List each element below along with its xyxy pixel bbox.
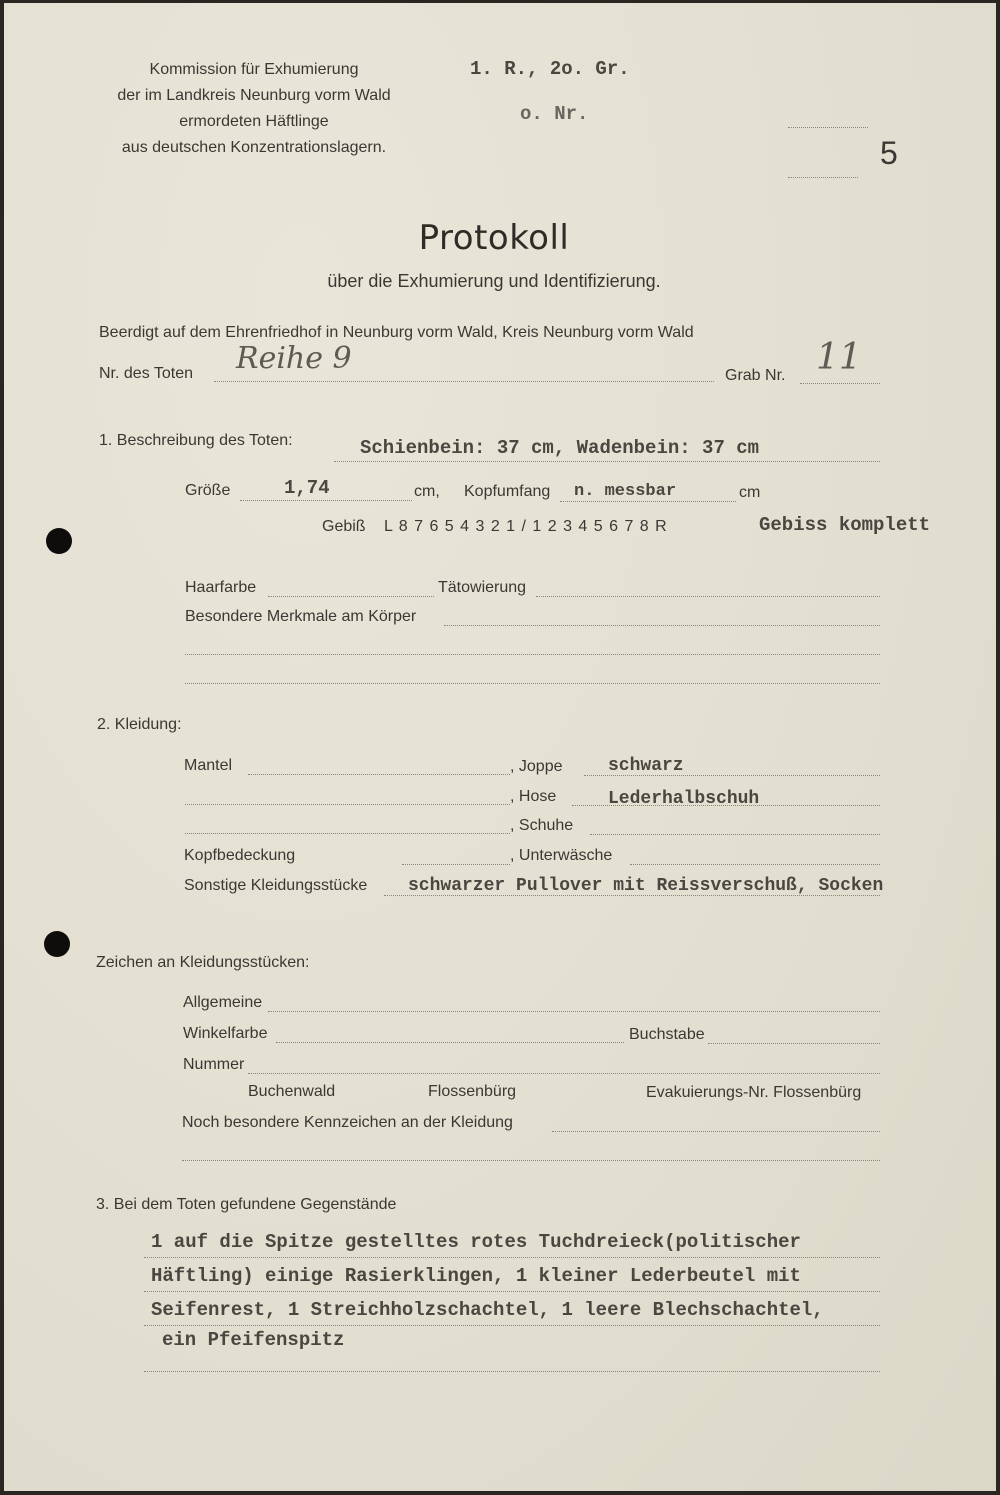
found-items-line-2: Häftling) einige Rasierklingen, 1 kleiner Lederbeutel mit xyxy=(151,1265,801,1287)
trousers-line xyxy=(572,805,880,806)
document-page xyxy=(4,3,996,1491)
description-line xyxy=(334,461,880,462)
number-line xyxy=(248,1073,880,1074)
marks-heading: Zeichen an Kleidungsstücken: xyxy=(96,954,310,971)
hair-line xyxy=(268,596,434,597)
underwear-label: , Unterwäsche xyxy=(510,847,613,864)
letter-line xyxy=(708,1043,880,1044)
found-items-line-4: ein Pfeifenspitz xyxy=(162,1329,345,1351)
height-line xyxy=(240,500,412,501)
tattoo-label: Tätowierung xyxy=(438,579,527,596)
coat-line xyxy=(248,774,510,775)
shoes-line xyxy=(590,834,880,835)
grave-line xyxy=(800,383,880,384)
letter-label: Buchstabe xyxy=(629,1026,705,1043)
punch-hole-top xyxy=(46,528,72,554)
trousers-label: , Hose xyxy=(510,788,557,805)
burial-location: Beerdigt auf dem Ehrenfriedhof in Neunburg vorm Wald, Kreis Neunburg vorm Wald xyxy=(99,324,694,341)
head-line xyxy=(560,501,736,502)
general-label: Allgemeine xyxy=(183,994,263,1011)
found-items-line-3: Seifenrest, 1 Streichholzschachtel, 1 leere Blechschachtel, xyxy=(151,1299,824,1321)
head-value: n. messbar xyxy=(574,482,677,501)
dead-number-value: Reihe 9 xyxy=(236,341,352,376)
head-label: Kopfumfang xyxy=(464,483,551,500)
section2-heading: 2. Kleidung: xyxy=(97,716,182,733)
trousers-value: Lederhalbschuh xyxy=(608,789,760,809)
marks-line-2 xyxy=(185,654,880,655)
special-marks-label: Noch besondere Kennzeichen an der Kleidung xyxy=(182,1114,513,1131)
page-number: 5 xyxy=(880,135,898,171)
jacket-value: schwarz xyxy=(608,756,684,776)
teeth-value: Gebiss komplett xyxy=(759,514,931,536)
other-clothing-value: schwarzer Pullover mit Reissverschuß, Socken xyxy=(408,876,884,896)
winkel-line xyxy=(276,1042,624,1043)
teeth-label: Gebiß xyxy=(322,518,366,535)
tattoo-line xyxy=(536,596,880,597)
number-label: Nummer xyxy=(183,1056,245,1073)
headwear-line xyxy=(402,864,510,865)
ref-dots-1 xyxy=(788,127,868,128)
evacuation-number-label: Evakuierungs-Nr. Flossenbürg xyxy=(646,1084,862,1101)
hair-label: Haarfarbe xyxy=(185,579,257,596)
winkel-label: Winkelfarbe xyxy=(183,1025,268,1042)
marks-label: Besondere Merkmale am Körper xyxy=(185,608,417,625)
found-items-line-1: 1 auf die Spitze gestelltes rotes Tuchdreieck(politischer xyxy=(151,1231,801,1253)
dead-number-label: Nr. des Toten xyxy=(99,365,193,382)
height-value: 1,74 xyxy=(284,477,330,499)
height-label: Größe xyxy=(185,482,231,499)
teeth-scale: L 8 7 6 5 4 3 2 1 / 1 2 3 4 5 6 7 8 R xyxy=(384,518,668,535)
commission-line-1: Kommission für Exhumierung xyxy=(149,61,359,78)
reference-line-1: 1. R., 2o. Gr. xyxy=(470,58,630,80)
reference-line-2: o. Nr. xyxy=(520,103,589,125)
description-typed: Schienbein: 37 cm, Wadenbein: 37 cm xyxy=(360,437,760,459)
shoes-label: , Schuhe xyxy=(510,817,574,834)
marks-line-3 xyxy=(185,683,880,684)
special-marks-line-2 xyxy=(182,1160,880,1161)
other-clothing-label: Sonstige Kleidungsstücke xyxy=(184,877,368,894)
other-clothing-line xyxy=(384,895,880,896)
flossenburg-label: Flossenbürg xyxy=(428,1083,517,1100)
commission-line-2: der im Landkreis Neunburg vorm Wald xyxy=(117,87,391,104)
dead-number-line xyxy=(214,381,714,382)
ref-dots-2 xyxy=(788,177,858,178)
jacket-label: , Joppe xyxy=(510,758,563,775)
shoes-line-left xyxy=(185,833,510,834)
punch-hole-bottom xyxy=(44,931,70,957)
underwear-line xyxy=(630,864,880,865)
document-subtitle: über die Exhumierung und Identifizierung. xyxy=(327,271,661,291)
commission-line-3: ermordeten Häftlinge xyxy=(179,113,329,130)
buchenwald-label: Buchenwald xyxy=(248,1083,336,1100)
cm-label-2: cm xyxy=(739,484,761,501)
headwear-label: Kopfbedeckung xyxy=(184,847,296,864)
found-items-line-dots-3 xyxy=(144,1325,880,1326)
section1-heading: 1. Beschreibung des Toten: xyxy=(99,432,293,449)
found-items-line-dots-4 xyxy=(144,1371,880,1372)
grave-value: 11 xyxy=(816,337,862,378)
marks-line-1 xyxy=(444,625,880,626)
commission-line-4: aus deutschen Konzentrationslagern. xyxy=(121,139,387,156)
coat-label: Mantel xyxy=(184,757,233,774)
trousers-line-left xyxy=(185,804,510,805)
found-items-line-dots-2 xyxy=(144,1291,880,1292)
general-line xyxy=(268,1011,880,1012)
document-title: Protokoll xyxy=(418,218,570,258)
special-marks-line-1 xyxy=(552,1131,880,1132)
section3-heading: 3. Bei dem Toten gefundene Gegenstände xyxy=(96,1196,397,1213)
jacket-line xyxy=(584,775,880,776)
cm-label-1: cm, xyxy=(414,483,440,500)
found-items-line-dots-1 xyxy=(144,1257,880,1258)
grave-label: Grab Nr. xyxy=(725,367,786,384)
